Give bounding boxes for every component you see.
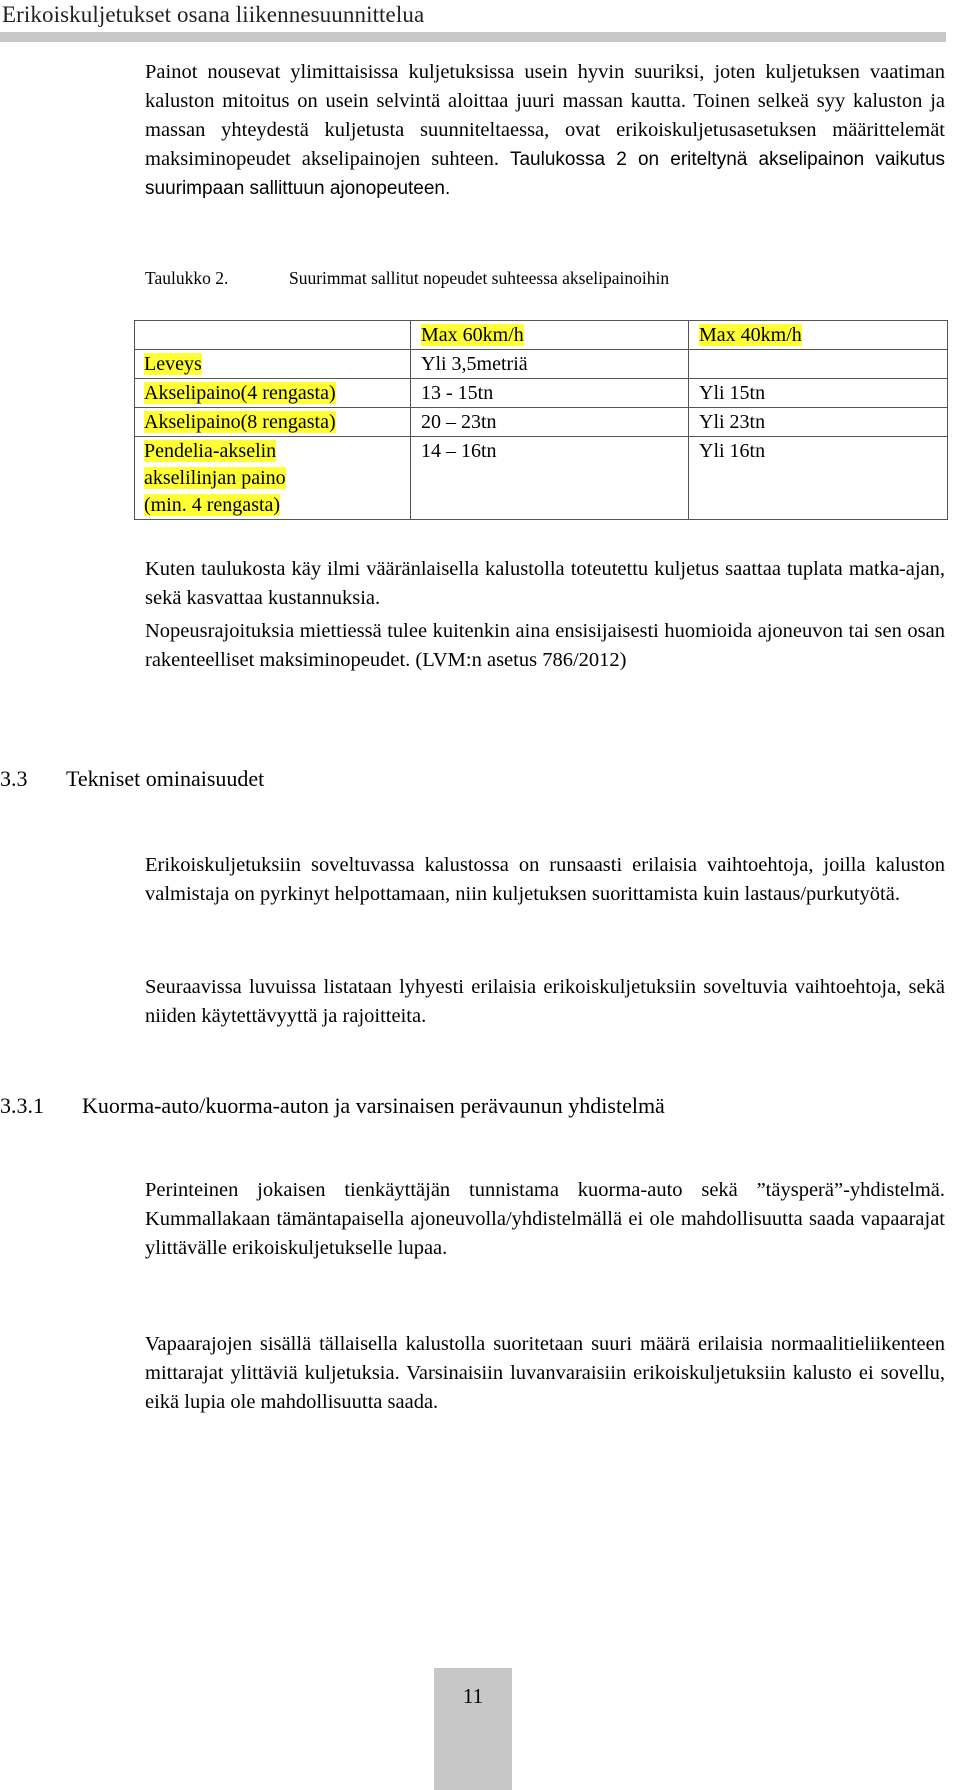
intro-serif-text: Painot nousevat ylimittaisissa kuljetuksissa usein hyvin suuriksi, joten kuljetuksen vaatiman kaluston mitoitus on usein selvintä aloittaa juuri massan kautta. Toinen selkeä syy kaluston ja massan yhteydestä kuljetusta suunniteltaessa, ovat erikoiskuljetusasetuksen määrittelemät maksiminopeudet akselipainojen suhteen. [145, 61, 945, 170]
row-max60-cell: 14 – 16tn [411, 437, 689, 520]
section-title: Tekniset ominaisuudet [66, 766, 265, 791]
after-table-paragraph-1: Kuten taulukosta käy ilmi vääränlaisella kalustolla toteutettu kuljetus saattaa tuplata matka-ajan, sekä kasvattaa kustannuksia. [145, 558, 945, 609]
table-row [135, 350, 948, 379]
table-row [135, 408, 948, 437]
running-header-title: Erikoiskuljetukset osana liikennesuunnittelua [2, 2, 425, 27]
table-header-cell [411, 321, 689, 350]
row-label-cell [135, 437, 411, 520]
row-label-line: (min. 4 rengasta) [144, 494, 281, 516]
row-max60-cell: Yli 3,5metriä [411, 350, 689, 379]
table-header-cell [689, 321, 948, 350]
section-3-3-1-paragraph-1: Perinteinen jokaisen tienkäyttäjän tunnistama kuorma-auto sekä ”täysperä”-yhdistelmä. Kummallakaan tämäntapaisella ajoneuvolla/yhdistelmällä ei ole mahdollisuutta saada vapaarajat ylittävälle erikoiskuljetukselle lupaa. [145, 1179, 945, 1259]
row-max60-cell: 20 – 23tn [411, 408, 689, 437]
row-label-line: Pendelia-akselin [144, 440, 277, 462]
speed-table [134, 320, 948, 520]
row-max60-cell: 13 - 15tn [411, 379, 689, 408]
page-number: 11 [462, 1684, 484, 1708]
table-row [135, 437, 948, 520]
row-label-cell [135, 408, 411, 437]
section-number: 3.3.1 [0, 1093, 44, 1118]
after-table-paragraph-2: Nopeusrajoituksia miettiessä tulee kuitenkin aina ensisijaisesti huomioida ajoneuvon tai sen osan rakenteelliset maksiminopeudet. (LVM:n asetus 786/2012) [145, 620, 945, 671]
row-label-cell [135, 379, 411, 408]
intro-sans-text: Taulukossa 2 on eriteltynä akselipainon vaikutus suurimpaan sallittuun ajonopeuteen. [145, 149, 946, 199]
table-row [135, 379, 948, 408]
section-heading-3-3-1 [0, 1092, 665, 1120]
section-number: 3.3 [0, 766, 28, 791]
row-label: Akselipaino(4 rengasta) [144, 382, 336, 404]
row-max40-cell [689, 350, 948, 379]
table-header-empty [135, 321, 411, 350]
section-3-3-1-paragraph-2: Vapaarajojen sisällä tällaisella kalustolla suoritetaan suuri määrä erilaisia normaalitieliikenteen mittarajat ylittäviä kuljetuksia. Varsinaisiin luvanvaraisiin erikoiskuljetuksiin kalusto ei sovellu, eikä lupia ole mahdollisuutta saada. [145, 1333, 945, 1413]
section-3-3-paragraph-1: Erikoiskuljetuksiin soveltuvassa kalustossa on runsaasti erilaisia vaihtoehtoja, joilla kaluston valmistaja on pyrkinyt helpottamaan, niin kuljetuksen suorittamista kuin lastaus/purkutyötä. [145, 854, 945, 905]
section-heading-3-3 [0, 765, 264, 793]
row-max40-cell: Yli 23tn [689, 408, 948, 437]
page-number-box [434, 1668, 512, 1790]
row-label: Leveys [144, 353, 202, 375]
header-max40: Max 40km/h [699, 324, 802, 346]
row-label-cell [135, 350, 411, 379]
table-header-row [135, 321, 948, 350]
table-caption [145, 266, 669, 290]
section-title: Kuorma-auto/kuorma-auton ja varsinaisen perävaunun yhdistelmä [82, 1093, 665, 1118]
table-caption-number: Taulukko 2. [145, 268, 229, 288]
intro-paragraph [145, 58, 945, 203]
row-label: Akselipaino(8 rengasta) [144, 411, 336, 433]
row-max40-cell: Yli 15tn [689, 379, 948, 408]
row-max40-cell: Yli 16tn [689, 437, 948, 520]
header-max60: Max 60km/h [421, 324, 524, 346]
row-label-line: akselilinjan paino [144, 467, 286, 489]
table-caption-title: Suurimmat sallitut nopeudet suhteessa akselipainoihin [289, 268, 670, 288]
header-rule [0, 32, 946, 42]
section-3-3-paragraph-2: Seuraavissa luvuissa listataan lyhyesti erilaisia erikoiskuljetuksiin soveltuvia vaihtoehtoja, sekä niiden käytettävyyttä ja rajoitteita. [145, 976, 945, 1027]
